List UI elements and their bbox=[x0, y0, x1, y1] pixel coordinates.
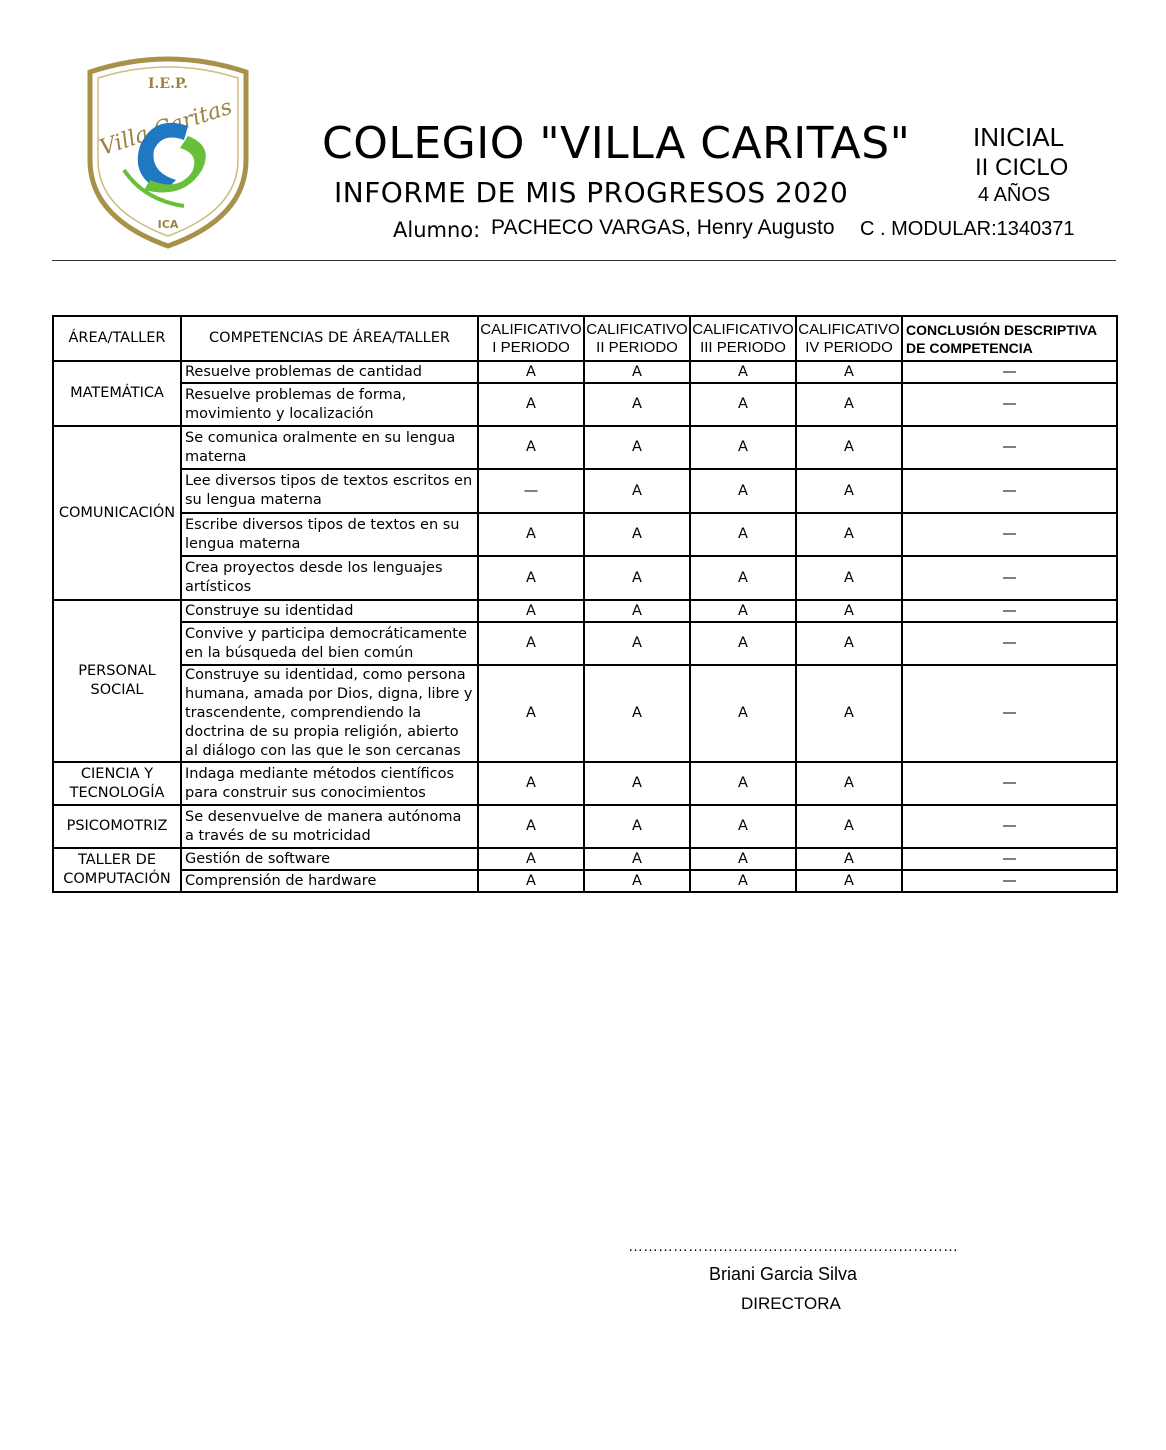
grade-cell-period-4: A bbox=[796, 426, 902, 469]
grade-cell-period-2: A bbox=[584, 805, 690, 848]
grade-cell-period-2: A bbox=[584, 600, 690, 622]
header-period-4 bbox=[796, 316, 902, 361]
grade-cell-period-3: A bbox=[690, 513, 796, 556]
competency-cell: Resuelve problemas de cantidad bbox=[181, 361, 478, 383]
header-conclusion bbox=[902, 316, 1117, 361]
grade-cell-period-1: A bbox=[478, 383, 584, 426]
competency-cell: Convive y participa democráticamente en la búsqueda del bien común bbox=[181, 622, 478, 665]
header-period-1-line2: I PERIODO bbox=[492, 338, 570, 356]
header-period-4-line1: CALIFICATIVO bbox=[798, 320, 900, 338]
table-row bbox=[53, 600, 1117, 622]
grade-cell-period-2: A bbox=[584, 556, 690, 600]
grade-cell-period-3: A bbox=[690, 361, 796, 383]
area-label: SOCIAL bbox=[90, 682, 144, 698]
conclusion-cell: — bbox=[902, 805, 1117, 848]
grade-cell-period-2: A bbox=[584, 513, 690, 556]
grade-cell-period-3: A bbox=[690, 469, 796, 513]
area-label: MATEMÁTICA bbox=[70, 385, 164, 401]
competency-cell: Gestión de software bbox=[181, 848, 478, 870]
grade-cell-period-3: A bbox=[690, 600, 796, 622]
svg-text:I.E.P.: I.E.P. bbox=[147, 76, 189, 92]
competency-cell: Se comunica oralmente en su lengua materna bbox=[181, 426, 478, 469]
table-row bbox=[53, 556, 1117, 600]
grade-cell-period-4: A bbox=[796, 600, 902, 622]
grade-cell-period-1: A bbox=[478, 600, 584, 622]
conclusion-cell: — bbox=[902, 622, 1117, 665]
area-cell bbox=[53, 848, 181, 892]
area-label: COMPUTACIÓN bbox=[63, 871, 171, 887]
area-label: CIENCIA Y bbox=[80, 765, 154, 782]
area-cell bbox=[53, 805, 181, 848]
conclusion-cell: — bbox=[902, 665, 1117, 762]
grade-cell-period-2: A bbox=[584, 622, 690, 665]
svg-text:ICA: ICA bbox=[157, 218, 179, 231]
header-period-3 bbox=[690, 316, 796, 361]
conclusion-cell: — bbox=[902, 848, 1117, 870]
table-row bbox=[53, 762, 1117, 805]
header-period-2-line1: CALIFICATIVO bbox=[586, 320, 688, 338]
area-cell bbox=[53, 426, 181, 600]
grade-cell-period-2: A bbox=[584, 762, 690, 805]
grade-cell-period-1: A bbox=[478, 848, 584, 870]
header-conclusion-line2: DE COMPETENCIA bbox=[906, 339, 1033, 356]
competency-cell: Indaga mediante métodos científicos para construir sus conocimientos bbox=[181, 762, 478, 805]
signature-name: Briani Garcia Silva bbox=[709, 1264, 858, 1284]
header-area: ÁREA/TALLER bbox=[53, 316, 181, 361]
table-row bbox=[53, 805, 1117, 848]
conclusion-cell: — bbox=[902, 426, 1117, 469]
grade-cell-period-4: A bbox=[796, 361, 902, 383]
grade-cell-period-1: A bbox=[478, 622, 584, 665]
grade-cell-period-1: A bbox=[478, 426, 584, 469]
grade-cell-period-4: A bbox=[796, 870, 902, 892]
svg-text:Villa Caritas: Villa Caritas bbox=[96, 94, 236, 161]
school-crest-logo bbox=[84, 50, 252, 250]
report-subtitle: INFORME DE MIS PROGRESOS 2020 bbox=[334, 176, 849, 209]
age-label: 4 AÑOS bbox=[978, 184, 1051, 206]
signature-line: ………………………………………………………… bbox=[628, 1238, 958, 1255]
conclusion-cell: — bbox=[902, 361, 1117, 383]
grade-cell-period-4: A bbox=[796, 469, 902, 513]
area-label: PERSONAL bbox=[78, 663, 156, 679]
header-period-4-line2: IV PERIODO bbox=[805, 338, 893, 356]
modular-code: C . MODULAR:1340371 bbox=[860, 218, 1075, 240]
grade-cell-period-4: A bbox=[796, 665, 902, 762]
area-label: TALLER DE bbox=[78, 852, 156, 868]
grade-cell-period-4: A bbox=[796, 556, 902, 600]
table-row bbox=[53, 513, 1117, 556]
header-period-3-line2: III PERIODO bbox=[700, 338, 786, 356]
area-cell bbox=[53, 600, 181, 762]
grade-cell-period-2: A bbox=[584, 383, 690, 426]
conclusion-cell: — bbox=[902, 513, 1117, 556]
area-label: TECNOLOGÍA bbox=[69, 784, 165, 801]
grade-cell-period-4: A bbox=[796, 805, 902, 848]
competency-cell: Lee diversos tipos de textos escritos en su lengua materna bbox=[181, 469, 478, 513]
cycle-label: II CICLO bbox=[975, 154, 1069, 181]
grade-cell-period-2: A bbox=[584, 848, 690, 870]
table-header-row bbox=[53, 316, 1117, 361]
grade-cell-period-2: A bbox=[584, 426, 690, 469]
header-period-1-line1: CALIFICATIVO bbox=[480, 320, 582, 338]
grade-cell-period-3: A bbox=[690, 870, 796, 892]
grade-cell-period-3: A bbox=[690, 383, 796, 426]
grade-cell-period-4: A bbox=[796, 848, 902, 870]
header-divider bbox=[52, 260, 1116, 261]
grade-cell-period-1: A bbox=[478, 556, 584, 600]
grades-table bbox=[52, 315, 1118, 893]
grade-cell-period-3: A bbox=[690, 556, 796, 600]
area-cell bbox=[53, 361, 181, 426]
grade-cell-period-3: A bbox=[690, 848, 796, 870]
grade-cell-period-2: A bbox=[584, 665, 690, 762]
competency-cell: Construye su identidad, como persona humana, amada por Dios, digna, libre y trascendente, comprendiendo la doctrina de su propia religión, abierto al diálogo con las que le son cercanas bbox=[181, 665, 478, 762]
area-label: PSICOMOTRIZ bbox=[66, 818, 168, 834]
grade-cell-period-3: A bbox=[690, 622, 796, 665]
conclusion-cell: — bbox=[902, 762, 1117, 805]
competency-cell: Crea proyectos desde los lenguajes artísticos bbox=[181, 556, 478, 600]
competency-cell: Se desenvuelve de manera autónoma a través de su motricidad bbox=[181, 805, 478, 848]
table-row bbox=[53, 426, 1117, 469]
grade-cell-period-1: A bbox=[478, 805, 584, 848]
grade-cell-period-2: A bbox=[584, 469, 690, 513]
grade-cell-period-3: A bbox=[690, 665, 796, 762]
header-period-1 bbox=[478, 316, 584, 361]
area-cell bbox=[53, 762, 181, 805]
competency-cell: Escribe diversos tipos de textos en su lengua materna bbox=[181, 513, 478, 556]
grade-cell-period-3: A bbox=[690, 805, 796, 848]
table-row bbox=[53, 622, 1117, 665]
table-row bbox=[53, 848, 1117, 870]
conclusion-cell: — bbox=[902, 556, 1117, 600]
table-row bbox=[53, 665, 1117, 762]
student-name: PACHECO VARGAS, Henry Augusto bbox=[491, 216, 835, 239]
grade-cell-period-1: A bbox=[478, 513, 584, 556]
competency-cell: Construye su identidad bbox=[181, 600, 478, 622]
conclusion-cell: — bbox=[902, 383, 1117, 426]
grade-cell-period-2: A bbox=[584, 361, 690, 383]
grade-cell-period-4: A bbox=[796, 762, 902, 805]
header-period-3-line1: CALIFICATIVO bbox=[692, 320, 794, 338]
header-period-2-line2: II PERIODO bbox=[596, 338, 678, 356]
grade-cell-period-1: A bbox=[478, 870, 584, 892]
grade-cell-period-3: A bbox=[690, 762, 796, 805]
header-period-2 bbox=[584, 316, 690, 361]
grade-cell-period-1: A bbox=[478, 361, 584, 383]
table-row bbox=[53, 469, 1117, 513]
grade-cell-period-4: A bbox=[796, 513, 902, 556]
competency-cell: Comprensión de hardware bbox=[181, 870, 478, 892]
conclusion-cell: — bbox=[902, 469, 1117, 513]
grade-cell-period-3: A bbox=[690, 426, 796, 469]
grade-cell-period-4: A bbox=[796, 383, 902, 426]
school-title: COLEGIO "VILLA CARITAS" bbox=[322, 118, 911, 169]
area-label: COMUNICACIÓN bbox=[58, 504, 176, 521]
grade-cell-period-1: A bbox=[478, 762, 584, 805]
signature-role: DIRECTORA bbox=[741, 1294, 841, 1313]
grade-cell-period-2: A bbox=[584, 870, 690, 892]
table-row bbox=[53, 361, 1117, 383]
grade-cell-period-1: — bbox=[478, 469, 584, 513]
conclusion-cell: — bbox=[902, 870, 1117, 892]
grades-body bbox=[53, 361, 1117, 892]
competency-cell: Resuelve problemas de forma, movimiento y localización bbox=[181, 383, 478, 426]
conclusion-cell: — bbox=[902, 600, 1117, 622]
table-row bbox=[53, 870, 1117, 892]
level-label: INICIAL bbox=[973, 122, 1065, 152]
student-label: Alumno: bbox=[393, 218, 481, 242]
header-conclusion-line1: CONCLUSIÓN DESCRIPTIVA bbox=[906, 321, 1098, 338]
table-row bbox=[53, 383, 1117, 426]
grade-cell-period-1: A bbox=[478, 665, 584, 762]
header-competencies: COMPETENCIAS DE ÁREA/TALLER bbox=[181, 316, 478, 361]
grade-cell-period-4: A bbox=[796, 622, 902, 665]
